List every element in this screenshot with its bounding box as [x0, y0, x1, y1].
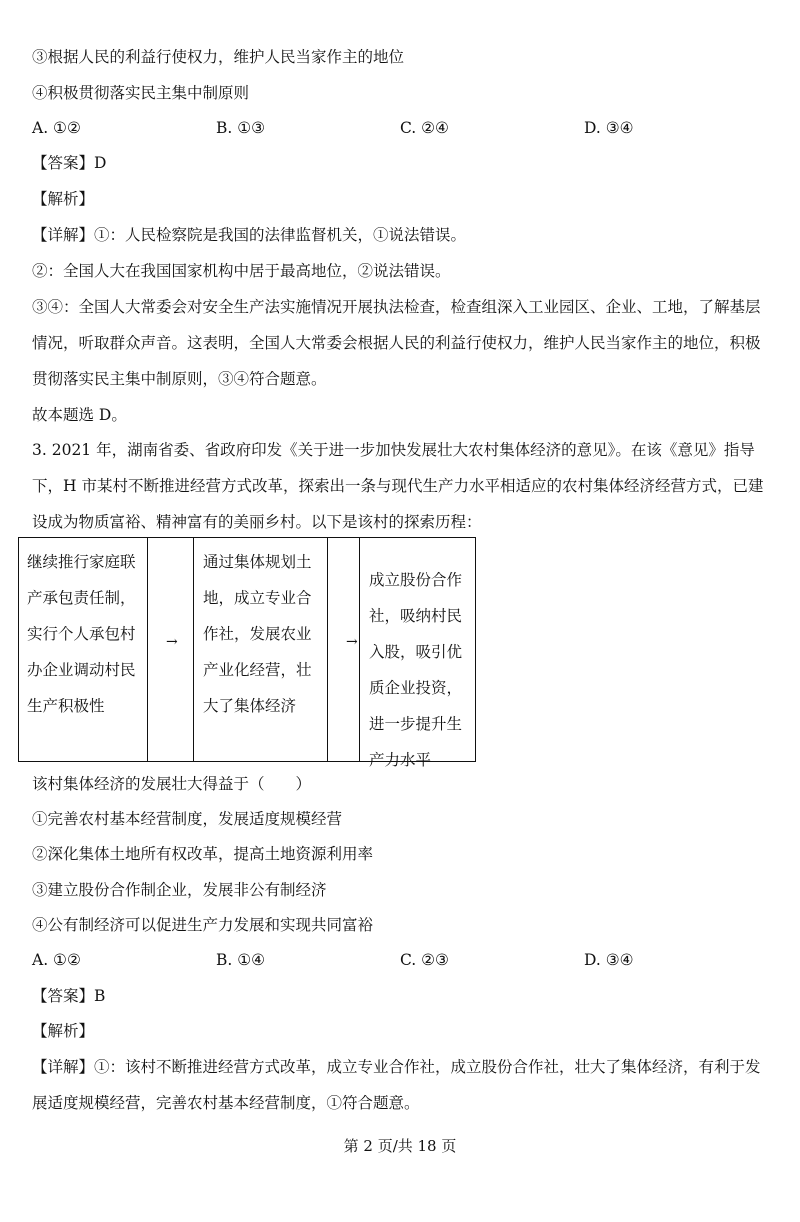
q2-option-3: ③根据人民的利益行使权力，维护人民当家作主的地位 [32, 48, 405, 66]
q2-choice-b: B. ①③ [216, 119, 266, 137]
q3-stem-text: 3. 2021 年，湖南省委、省政府印发《关于进一步加快发展壮大农村集体经济的意见》。在该《意见》指导下，H 市某村不断推进经营方式改革，探索出一条与现代生产力水平相适应的农村集体经济经营方式，已建设成为物质富裕、精神富有的美丽乡村。以下是该村的探索历程： [32, 441, 764, 531]
q2-conclusion: 故本题选 D。 [32, 406, 127, 424]
page-footer: 第 2 页/共 18 页 [343, 1137, 457, 1155]
flow-arrow-2: → [346, 634, 358, 650]
q3-choice-d: D. ③④ [584, 951, 634, 969]
flow-step-3: 成立股份合作社，吸纳村民入股，吸引优质企业投资，进一步提升生产力水平 [369, 571, 463, 769]
q2-answer: 【答案】D [32, 154, 107, 172]
flow-step-1: 继续推行家庭联产承包责任制，实行个人承包村办企业调动村民生产积极性 [27, 553, 136, 715]
q2-detail-3-text: ③④：全国人大常委会对安全生产法实施情况开展执法检查，检查组深入工业园区、企业、工地，了解基层情况，听取群众声音。这表明，全国人大常委会根据人民的利益行使权力，维护人民当家作主的地位，积极贯彻落实民主集中制原则，③④符合题意。 [32, 298, 761, 388]
q2-detail-3 [32, 289, 770, 397]
q3-choice-a: A. ①② [32, 951, 81, 969]
q3-analysis-heading: 【解析】 [32, 1022, 95, 1040]
q3-option-4: ④公有制经济可以促进生产力发展和实现共同富裕 [32, 916, 374, 934]
flow-divider [193, 538, 194, 761]
q2-analysis-heading: 【解析】 [32, 190, 95, 208]
q3-question: 该村集体经济的发展壮大得益于（ ） [32, 775, 312, 793]
q3-detail-1 [32, 1049, 770, 1121]
q2-detail-2: ②：全国人大在我国国家机构中居于最高地位，②说法错误。 [32, 262, 451, 280]
q3-option-2: ②深化集体土地所有权改革，提高土地资源利用率 [32, 845, 374, 863]
q2-choice-a: A. ①② [32, 119, 81, 137]
q3-option-1: ①完善农村基本经营制度，发展适度规模经营 [32, 810, 343, 828]
q3-flow-table [18, 537, 476, 769]
q3-choice-b: B. ①④ [216, 951, 266, 969]
q2-option-4: ④积极贯彻落实民主集中制原则 [32, 84, 250, 102]
q3-detail-1-text: 【详解】①：该村不断推进经营方式改革，成立专业合作社，成立股份合作社，壮大了集体经济，有利于发展适度规模经营，完善农村基本经营制度，①符合题意。 [32, 1058, 761, 1112]
q3-stem [32, 432, 770, 540]
q2-choice-d: D. ③④ [584, 119, 634, 137]
flow-divider [147, 538, 148, 761]
flow-divider [327, 538, 328, 761]
q2-choice-c: C. ②④ [400, 119, 449, 137]
flow-divider [359, 538, 360, 761]
q3-choice-c: C. ②③ [400, 951, 449, 969]
flow-arrow-1: → [166, 634, 178, 650]
q3-answer: 【答案】B [32, 987, 106, 1005]
q2-detail-1: 【详解】①：人民检察院是我国的法律监督机关，①说法错误。 [32, 226, 467, 244]
flow-step-2: 通过集体规划土地，成立专业合作社，发展农业产业化经营，壮大了集体经济 [203, 553, 312, 715]
q3-option-3: ③建立股份合作制企业，发展非公有制经济 [32, 881, 327, 899]
